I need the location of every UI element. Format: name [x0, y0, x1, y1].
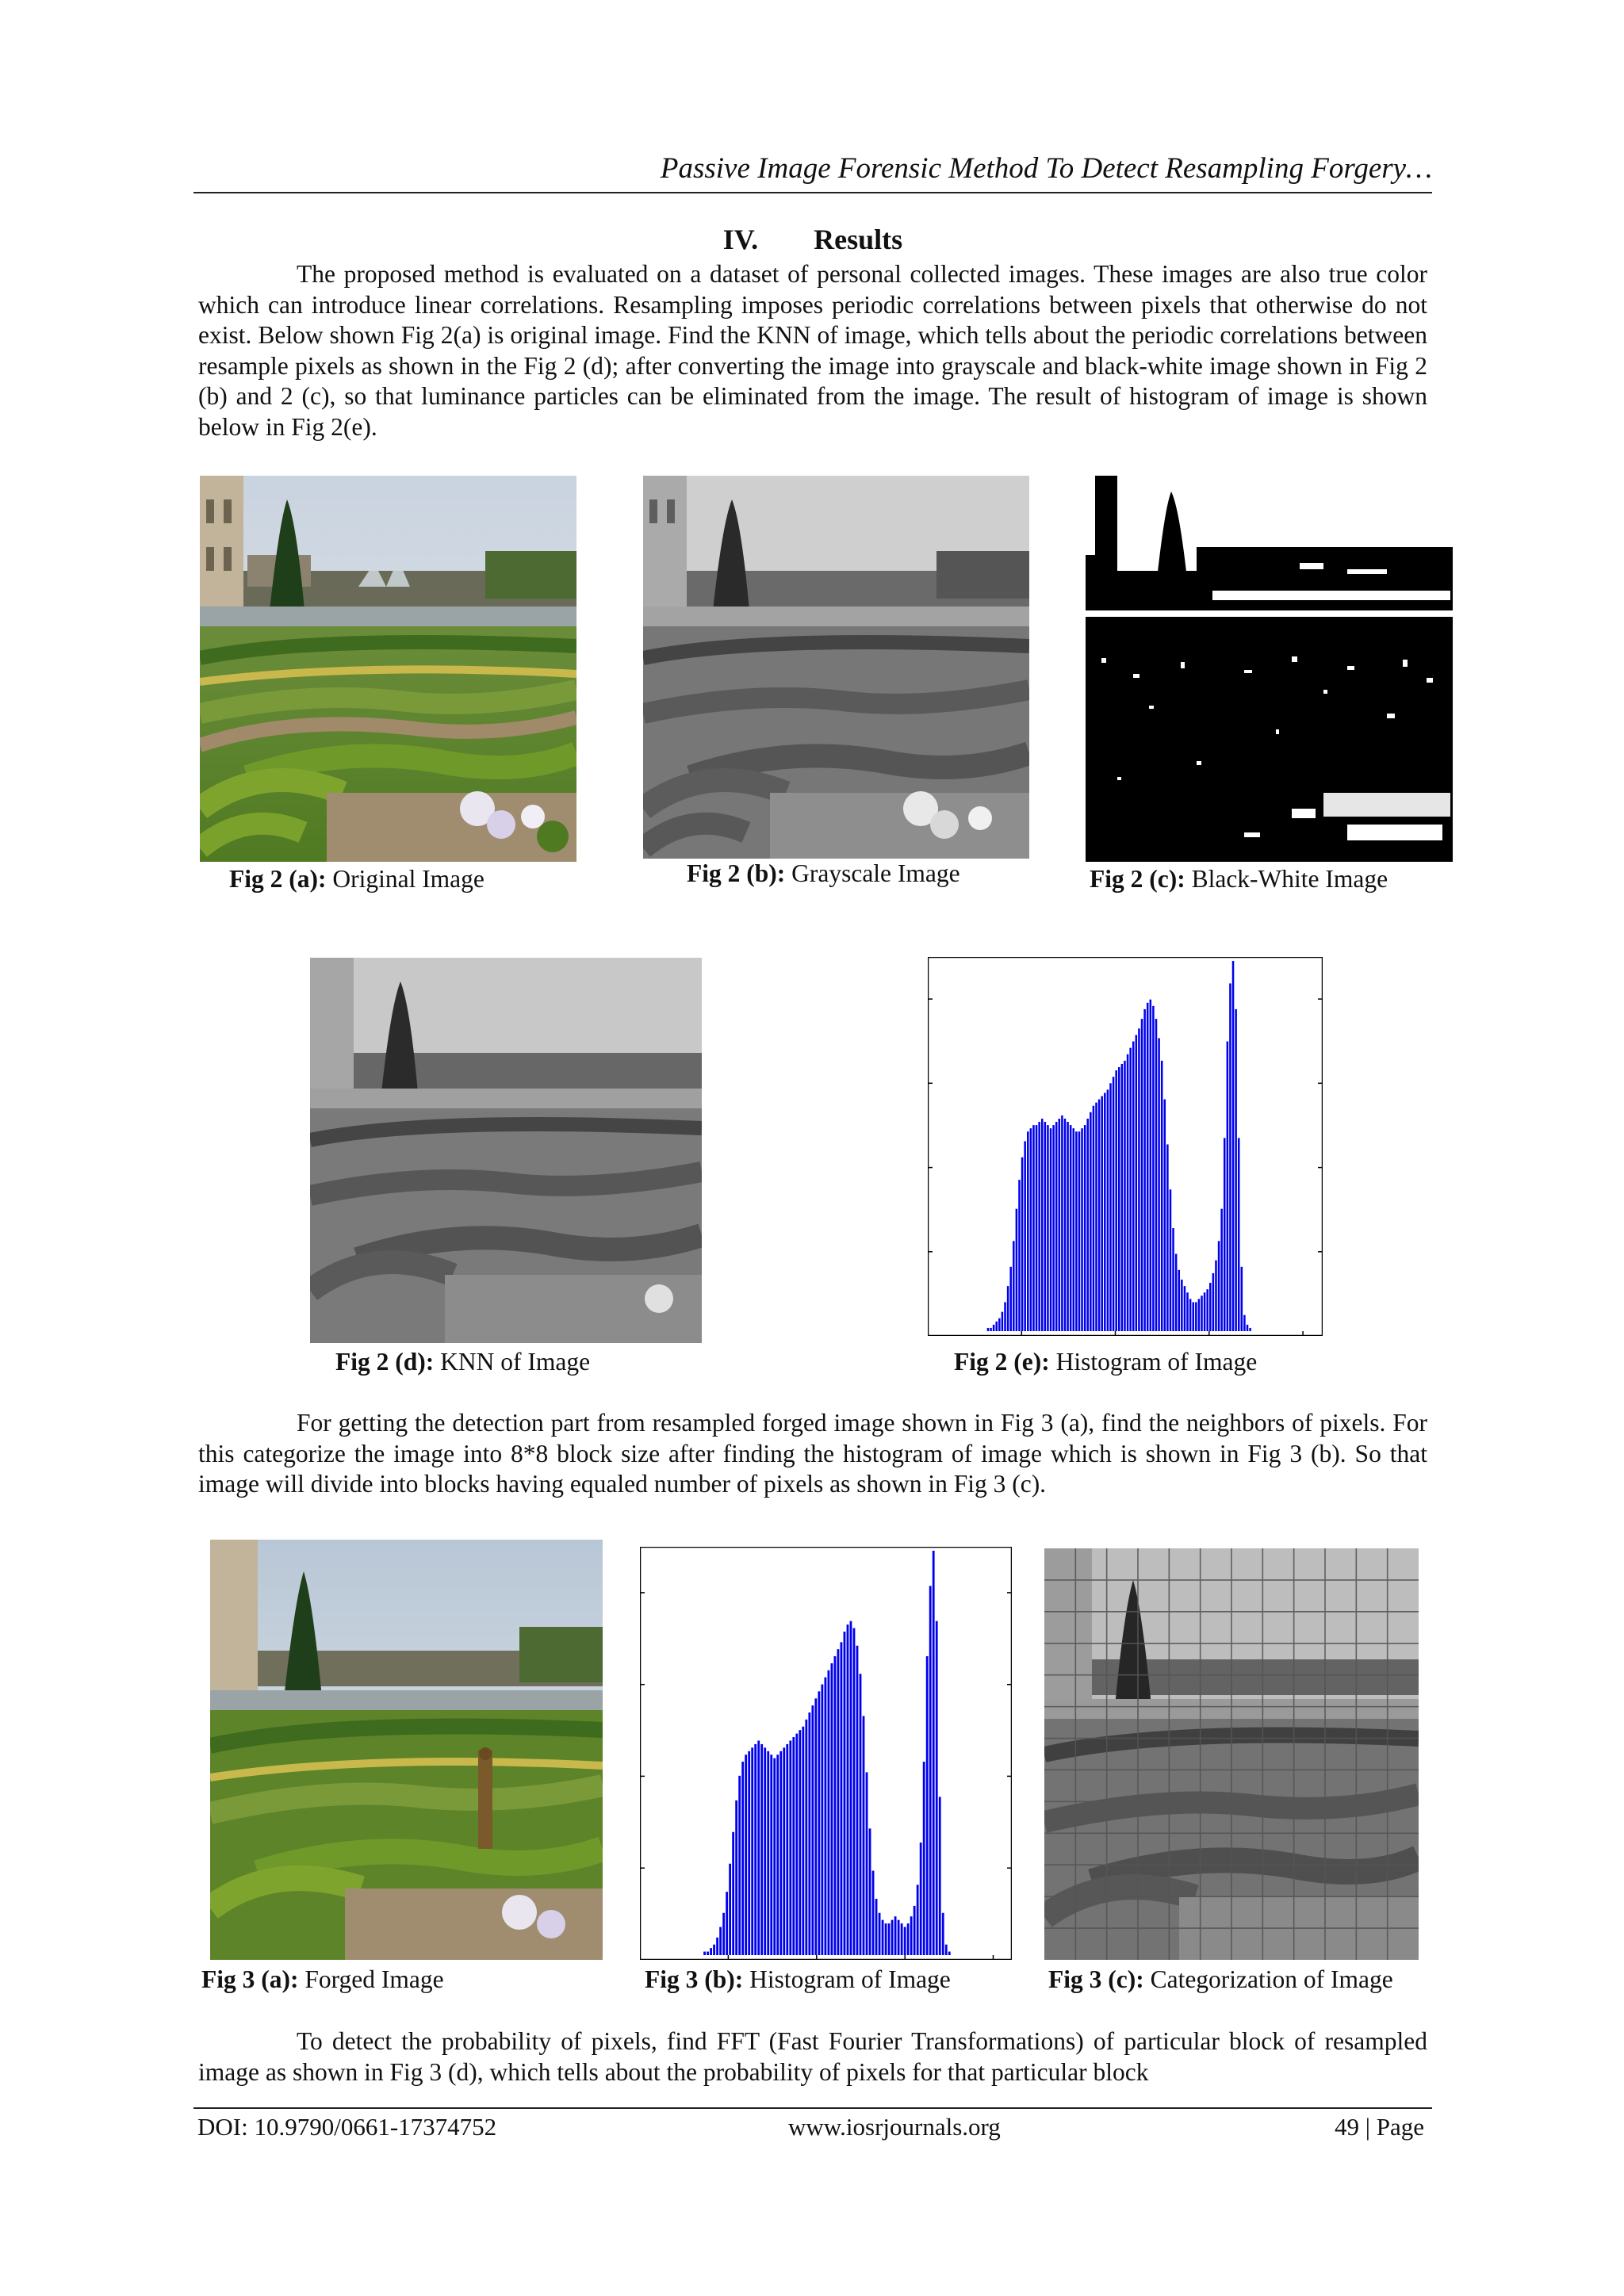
results-paragraph-2: [198, 1408, 1427, 1500]
histogram-bar: [1241, 1267, 1243, 1331]
fig-3b-text: Histogram of Image: [749, 1965, 951, 1993]
histogram-bar: [1004, 1302, 1006, 1331]
histogram-bar: [1235, 1009, 1237, 1331]
histogram-bar: [885, 1923, 887, 1955]
footer-rule: [193, 2107, 1432, 2109]
histogram-bar: [729, 1864, 731, 1955]
histogram-bar: [757, 1740, 760, 1955]
histogram-bar: [1181, 1280, 1183, 1331]
fig-2e-text: Histogram of Image: [1055, 1348, 1258, 1376]
histogram-bar: [1118, 1067, 1120, 1331]
histogram-bar: [1224, 1138, 1226, 1331]
histogram-bar: [1002, 1312, 1004, 1331]
histogram-bar: [1201, 1295, 1203, 1331]
histogram-bar: [853, 1628, 856, 1955]
histogram-bar: [1024, 1141, 1026, 1331]
histogram-bar: [716, 1938, 718, 1955]
histogram-bar: [1027, 1131, 1029, 1331]
histogram-bar: [866, 1772, 868, 1955]
histogram-bar: [1078, 1131, 1081, 1331]
histogram-bar: [1150, 1000, 1152, 1331]
histogram-bar: [735, 1800, 737, 1955]
histogram-bar: [882, 1920, 884, 1955]
histogram-bar: [837, 1649, 840, 1955]
histogram-bar: [910, 1916, 913, 1955]
histogram-bar: [1247, 1325, 1249, 1331]
histogram-bar: [789, 1740, 791, 1955]
histogram-bar: [818, 1691, 820, 1955]
histogram-bar: [1138, 1028, 1140, 1331]
histogram-bar: [748, 1751, 750, 1955]
histogram-bar: [811, 1705, 814, 1955]
fig-2b-caption: [687, 859, 960, 889]
fig-2e-histogram: [928, 957, 1323, 1336]
histogram-bar: [732, 1832, 734, 1955]
histogram-bar: [1184, 1286, 1186, 1331]
histogram-bar: [923, 1762, 925, 1955]
fig-3b-label: Fig 3 (b):: [645, 1965, 744, 1993]
fig-2e-caption: [954, 1347, 1257, 1377]
histogram-bar: [1067, 1122, 1069, 1331]
histogram-bar: [745, 1755, 747, 1955]
section-title: Results: [814, 224, 903, 255]
histogram-bar: [1093, 1106, 1095, 1331]
fig-2d-text: KNN of Image: [440, 1348, 591, 1376]
fig-2c-black-white-image: [1086, 476, 1453, 862]
histogram-bar: [1016, 1209, 1018, 1331]
fig-2b-text: Grayscale Image: [791, 859, 960, 887]
histogram-bar: [1107, 1089, 1109, 1331]
histogram-bar: [1044, 1122, 1047, 1331]
fig-2a-text: Original Image: [332, 865, 485, 893]
histogram-bar: [821, 1685, 823, 1955]
fig-2b-label: Fig 2 (b):: [687, 859, 786, 887]
histogram-bar: [1009, 1267, 1012, 1331]
histogram-bar: [1227, 1042, 1229, 1331]
fig-3a-forged-image: [210, 1540, 603, 1960]
histogram-bar: [1081, 1128, 1083, 1331]
histogram-bar: [1178, 1270, 1180, 1331]
histogram-chart: [640, 1547, 1012, 1960]
histogram-bar: [1175, 1254, 1178, 1331]
histogram-bar: [1155, 1019, 1158, 1331]
header-rule: [193, 192, 1432, 193]
histogram-bar: [1206, 1289, 1208, 1331]
histogram-bar: [1109, 1083, 1112, 1331]
histogram-bar: [722, 1913, 725, 1955]
histogram-bar: [754, 1744, 756, 1955]
histogram-bar: [779, 1751, 782, 1955]
histogram-bar: [1215, 1261, 1217, 1331]
histogram-bar: [1021, 1158, 1024, 1331]
histogram-bar: [825, 1678, 827, 1955]
histogram-bar: [1172, 1228, 1174, 1331]
histogram-bar: [1127, 1054, 1129, 1331]
histogram-bar: [1036, 1125, 1038, 1331]
histogram-bar: [1158, 1038, 1160, 1331]
fig-2a-label: Fig 2 (a):: [229, 865, 327, 893]
histogram-bar: [888, 1923, 891, 1955]
histogram-bar: [1055, 1122, 1058, 1331]
histogram-bar: [760, 1744, 763, 1955]
histogram-bar: [1075, 1131, 1078, 1331]
histogram-bar: [1052, 1125, 1055, 1331]
fig-3c-categorization-image: [1044, 1548, 1419, 1960]
histogram-bar: [841, 1642, 843, 1955]
histogram-bar: [1195, 1302, 1197, 1331]
footer-page: 49 | Page: [1335, 2113, 1424, 2141]
histogram-bar: [1192, 1302, 1194, 1331]
fig-3b-caption: [645, 1965, 951, 1995]
histogram-bar: [792, 1737, 795, 1955]
histogram-bar: [1064, 1119, 1067, 1331]
histogram-bar: [945, 1945, 948, 1955]
histogram-bar: [1050, 1128, 1052, 1331]
histogram-bar: [1166, 1144, 1169, 1331]
histogram-bar: [770, 1755, 772, 1955]
histogram-bar: [998, 1318, 1001, 1331]
histogram-bar: [1232, 961, 1235, 1331]
histogram-bar: [1238, 1138, 1240, 1331]
histogram-bar: [1059, 1119, 1061, 1331]
histogram-bar: [1013, 1241, 1015, 1331]
histogram-bar: [1218, 1241, 1220, 1331]
histogram-bar: [1032, 1125, 1035, 1331]
histogram-bar: [831, 1663, 833, 1955]
histogram-bar: [1038, 1122, 1040, 1331]
fig-3a-text: Forged Image: [304, 1965, 444, 1993]
histogram-bar: [1243, 1315, 1246, 1331]
fig-3a-label: Fig 3 (a):: [201, 1965, 299, 1993]
histogram-bar: [1018, 1180, 1021, 1331]
histogram-bar: [1198, 1299, 1201, 1331]
histogram-bar: [776, 1755, 779, 1955]
histogram-bar: [713, 1945, 715, 1955]
histogram-bar: [875, 1899, 878, 1955]
paragraph-text: To detect the probability of pixels, find FFT (Fast Fourier Transformations) of particular block of resampled image as shown in Fig 3 (d), which tells about the probability of pixels for that particular block: [198, 2027, 1427, 2086]
histogram-bar: [1132, 1042, 1135, 1331]
histogram-bar: [1084, 1125, 1086, 1331]
histogram-bar: [920, 1843, 922, 1955]
histogram-bar: [741, 1762, 744, 1955]
histogram-bar: [844, 1632, 846, 1955]
fig-2b-grayscale-image: [643, 476, 1029, 859]
histogram-bar: [948, 1952, 951, 1955]
histogram-bar: [1104, 1093, 1106, 1332]
histogram-bar: [850, 1621, 852, 1955]
histogram-bar: [879, 1913, 881, 1955]
histogram-bar: [802, 1727, 804, 1955]
histogram-bar: [863, 1716, 865, 1955]
histogram-bar: [1047, 1125, 1049, 1331]
histogram-bar: [869, 1828, 871, 1955]
section-heading: [193, 222, 1432, 257]
histogram-chart: [928, 957, 1323, 1336]
histogram-bar: [1147, 1003, 1149, 1331]
histogram-bar: [1086, 1119, 1089, 1331]
histogram-bar: [783, 1747, 785, 1955]
histogram-bar: [1115, 1070, 1117, 1331]
histogram-bar: [1095, 1103, 1097, 1331]
histogram-bar: [767, 1751, 769, 1955]
histogram-bar: [1143, 1009, 1146, 1331]
histogram-bar: [901, 1923, 903, 1955]
histogram-bar: [993, 1325, 995, 1331]
histogram-bar: [799, 1730, 801, 1955]
histogram-bar: [929, 1586, 932, 1955]
histogram-bar: [1121, 1064, 1124, 1331]
histogram-bar: [1041, 1119, 1044, 1331]
histogram-bar: [1229, 983, 1231, 1331]
fig-3c-text: Categorization of Image: [1150, 1965, 1393, 1993]
histogram-bar: [808, 1712, 810, 1955]
results-paragraph-1: [198, 259, 1427, 442]
fig-2d-knn-image: [310, 958, 702, 1343]
histogram-bar: [856, 1646, 859, 1955]
histogram-bar: [1030, 1128, 1032, 1331]
histogram-bar: [834, 1656, 837, 1955]
histogram-bar: [1212, 1273, 1215, 1331]
histogram-bar: [805, 1720, 807, 1955]
histogram-bar: [990, 1328, 992, 1331]
footer-site: www.iosrjournals.org: [788, 2113, 1001, 2141]
histogram-bar: [904, 1927, 906, 1955]
histogram-bar: [926, 1656, 929, 1955]
histogram-bar: [872, 1871, 875, 1955]
fig-2a-caption: [229, 864, 485, 894]
histogram-bar: [1209, 1283, 1212, 1331]
fig-3b-histogram: [640, 1547, 1012, 1960]
histogram-bar: [898, 1920, 900, 1955]
fig-3c-label: Fig 3 (c):: [1048, 1965, 1144, 1993]
histogram-bar: [1189, 1299, 1192, 1331]
fig-3c-caption: [1048, 1965, 1393, 1995]
histogram-bar: [891, 1920, 894, 1955]
histogram-bar: [939, 1797, 941, 1955]
histogram-bar: [1129, 1048, 1132, 1331]
histogram-bar: [917, 1885, 919, 1955]
histogram-bar: [1061, 1115, 1063, 1331]
running-head: Passive Image Forensic Method To Detect Resampling Forgery…: [660, 152, 1432, 185]
section-number: IV.: [722, 224, 759, 255]
histogram-bar: [764, 1747, 766, 1955]
results-paragraph-3: [198, 2026, 1427, 2087]
fig-2c-text: Black-White Image: [1191, 865, 1388, 893]
fig-2d-caption: [335, 1347, 590, 1377]
fig-2e-label: Fig 2 (e):: [954, 1348, 1050, 1376]
histogram-bar: [1124, 1061, 1126, 1331]
histogram-bar: [847, 1624, 849, 1955]
paragraph-text: The proposed method is evaluated on a dataset of personal collected images. These images are also true color which can introduce linear correlations. Resampling imposes periodic correlations between pixels that otherwise do not exist. Below shown Fig 2(a) is original image. Find the KNN of image, which tells about the periodic correlations between resample pixels as shown in the Fig 2 (d); after converting the image into grayscale and black-white image shown in Fig 2 (b) and 2 (c), so that luminance particles can be eliminated from the image. The result of histogram of image is shown below in Fig 2(e).: [198, 260, 1427, 441]
histogram-bar: [1098, 1100, 1101, 1331]
histogram-bar: [1152, 1006, 1155, 1331]
histogram-bar: [860, 1674, 862, 1955]
fig-2c-label: Fig 2 (c):: [1090, 865, 1185, 893]
histogram-bar: [738, 1776, 741, 1955]
histogram-bar: [1073, 1128, 1075, 1331]
histogram-bar: [719, 1927, 722, 1955]
histogram-bar: [1220, 1209, 1223, 1331]
histogram-bar: [1161, 1061, 1163, 1331]
histogram-bar: [1186, 1292, 1189, 1331]
histogram-bar: [751, 1747, 753, 1955]
histogram-bar: [773, 1758, 776, 1955]
histogram-bar: [1141, 1019, 1143, 1331]
histogram-bar: [1090, 1112, 1092, 1331]
histogram-bar: [1007, 1286, 1009, 1331]
fig-3a-caption: [201, 1965, 444, 1995]
fig-2a-original-image: [200, 476, 576, 862]
histogram-bar: [828, 1670, 830, 1955]
histogram-bar: [710, 1948, 712, 1955]
histogram-bar: [936, 1621, 938, 1955]
histogram-bar: [894, 1916, 897, 1955]
paragraph-text: For getting the detection part from resampled forged image shown in Fig 3 (a), find the neighbors of pixels. For this categorize the image into 8*8 block size after finding the histogram of image which is shown in Fig 3 (b). So that image will divide into blocks having equaled number of pixels as shown in Fig 3 (c).: [198, 1409, 1427, 1498]
histogram-bar: [1136, 1035, 1138, 1331]
histogram-bar: [703, 1952, 706, 1955]
histogram-bar: [1070, 1125, 1072, 1331]
histogram-bar: [1113, 1077, 1115, 1331]
histogram-bar: [795, 1734, 798, 1955]
histogram-bar: [707, 1952, 709, 1955]
histogram-bar: [942, 1913, 944, 1955]
histogram-bar: [933, 1551, 935, 1955]
histogram-bar: [726, 1892, 728, 1955]
histogram-bar: [786, 1744, 788, 1955]
histogram-bar: [1101, 1096, 1103, 1331]
histogram-bar: [1170, 1189, 1172, 1331]
footer-doi: DOI: 10.9790/0661-17374752: [197, 2113, 497, 2141]
histogram-bar: [907, 1923, 910, 1955]
histogram-bar: [914, 1906, 916, 1955]
histogram-bar: [814, 1698, 817, 1955]
fig-2c-caption: [1090, 864, 1388, 894]
histogram-bar: [995, 1322, 998, 1331]
histogram-bar: [1164, 1100, 1166, 1331]
histogram-bar: [1204, 1292, 1206, 1331]
histogram-bar: [987, 1328, 990, 1331]
fig-2d-label: Fig 2 (d):: [335, 1348, 435, 1376]
histogram-bar: [1249, 1328, 1251, 1331]
